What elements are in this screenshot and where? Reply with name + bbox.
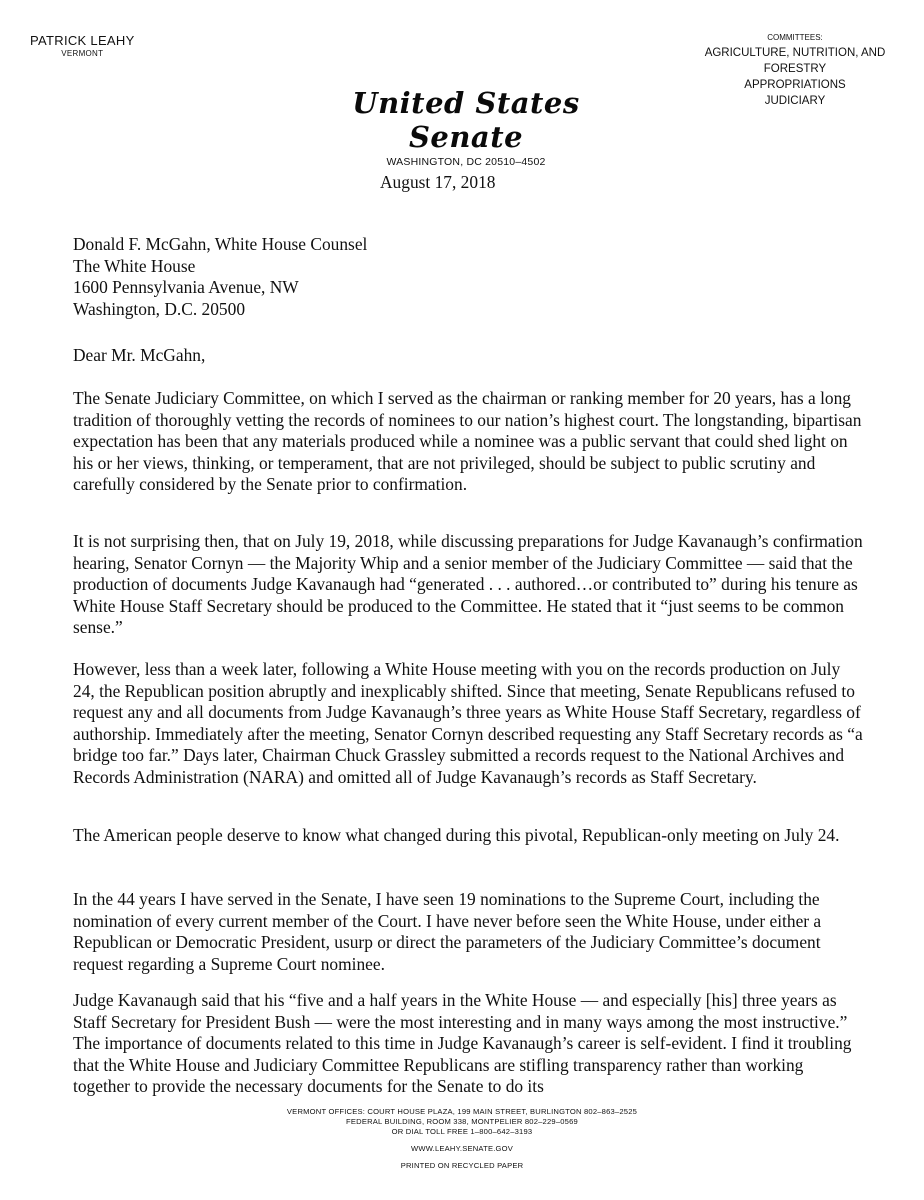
- senator-block: [30, 33, 135, 58]
- body-paragraph: The American people deserve to know what changed during this pivotal, Republican-only meeting on July 24.: [73, 825, 840, 845]
- body-paragraph: Judge Kavanaugh said that his “five and a half years in the White House — and especially [his] three years as Staff Secretary for President Bush — were the most interesting and in many ways among the most instructive.” The importance of documents related to this time in Judge Kavanaugh’s career is self-evident. I find it troubling that the White House and Judiciary Committee Republicans are stifling transparency rather than working together to provide the necessary documents for the Senate to do its: [73, 990, 852, 1097]
- body-paragraph: However, less than a week later, following a White House meeting with you on the records production on July 24, the Republican position abruptly and inexplicably shifted. Since that meeting, Senate Republicans refused to request any and all documents from Judge Kavanaugh’s three years as White House Staff Secretary, regardless of authorship. Immediately after the meeting, Senator Cornyn described requesting any Staff Secretary records as “a bridge too far.” Days later, Chairman Chuck Grassley submitted a records request to the National Archives and Records Administration (NARA) and omitted all of Judge Kavanaugh’s records as Staff Secretary.: [73, 659, 863, 787]
- senator-state: VERMONT: [61, 49, 104, 58]
- committee-item: APPROPRIATIONS: [744, 79, 846, 91]
- recipient-line: Donald F. McGahn, White House Counsel: [73, 234, 368, 254]
- salutation: Dear Mr. McGahn,: [73, 345, 206, 365]
- letter-date: August 17, 2018: [380, 172, 496, 192]
- footer: [200, 1107, 724, 1171]
- committee-item: AGRICULTURE, NUTRITION, AND: [704, 47, 886, 59]
- senator-name: PATRICK LEAHY: [30, 33, 135, 48]
- senate-title: United States Senate: [352, 86, 580, 154]
- recipient-line: 1600 Pennsylvania Avenue, NW: [73, 277, 299, 298]
- body-paragraph: In the 44 years I have served in the Senate, I have seen 19 nominations to the Supreme Court, including the nomination of every current member of the Court. I have never before seen the White House, under either a Republican or Democratic President, usurp or direct the parameters of the Judiciary Committee’s document request regarding a Supreme Court nominee.: [73, 889, 822, 974]
- senate-address: WASHINGTON, DC 20510–4502: [386, 156, 546, 168]
- recipient-line: Washington, D.C. 20500: [73, 298, 246, 319]
- footer-office-line: VERMONT OFFICES: COURT HOUSE PLAZA, 199 MAIN STREET, BURLINGTON 802–863–2525: [286, 1107, 638, 1116]
- footer-office-line: OR DIAL TOLL FREE 1–800–642–3193: [391, 1127, 533, 1136]
- footer-recycled-note: PRINTED ON RECYCLED PAPER: [400, 1161, 524, 1170]
- committee-item: FORESTRY: [763, 63, 827, 75]
- footer-website: WWW.LEAHY.SENATE.GOV: [410, 1144, 514, 1153]
- recipient-address: [73, 234, 367, 320]
- recipient-line: The White House: [73, 255, 196, 276]
- body-paragraph: It is not surprising then, that on July 19, 2018, while discussing preparations for Judge Kavanaugh’s confirmation hearing, Senator Cornyn — the Majority Whip and a senior member of the Judiciary Committee — said that the production of documents Judge Kavanaugh had “generated . . . authored…or contributed to” during his tenure as White House Staff Secretary should be produced to the Committee. He stated that it “just seems to be common sense.”: [73, 531, 863, 638]
- footer-office-line: FEDERAL BUILDING, ROOM 338, MONTPELIER 802–229–0569: [346, 1117, 578, 1126]
- committees-header: COMMITTEES:: [767, 33, 823, 42]
- senate-masthead: [300, 86, 632, 168]
- committee-item: JUDICIARY: [764, 95, 826, 107]
- committees-block: [700, 33, 890, 109]
- body-paragraph: The Senate Judiciary Committee, on which I served as the chairman or ranking member for 20 years, has a long tradition of thoroughly vetting the records of nominees to our nation’s highest court. The longstanding, bipartisan expectation has been that any materials produced while a nominee was a public servant that could shed light on his or her views, thinking, or temperament, that are not privileged, should be subject to public scrutiny and carefully considered by the Senate prior to confirmation.: [73, 388, 862, 495]
